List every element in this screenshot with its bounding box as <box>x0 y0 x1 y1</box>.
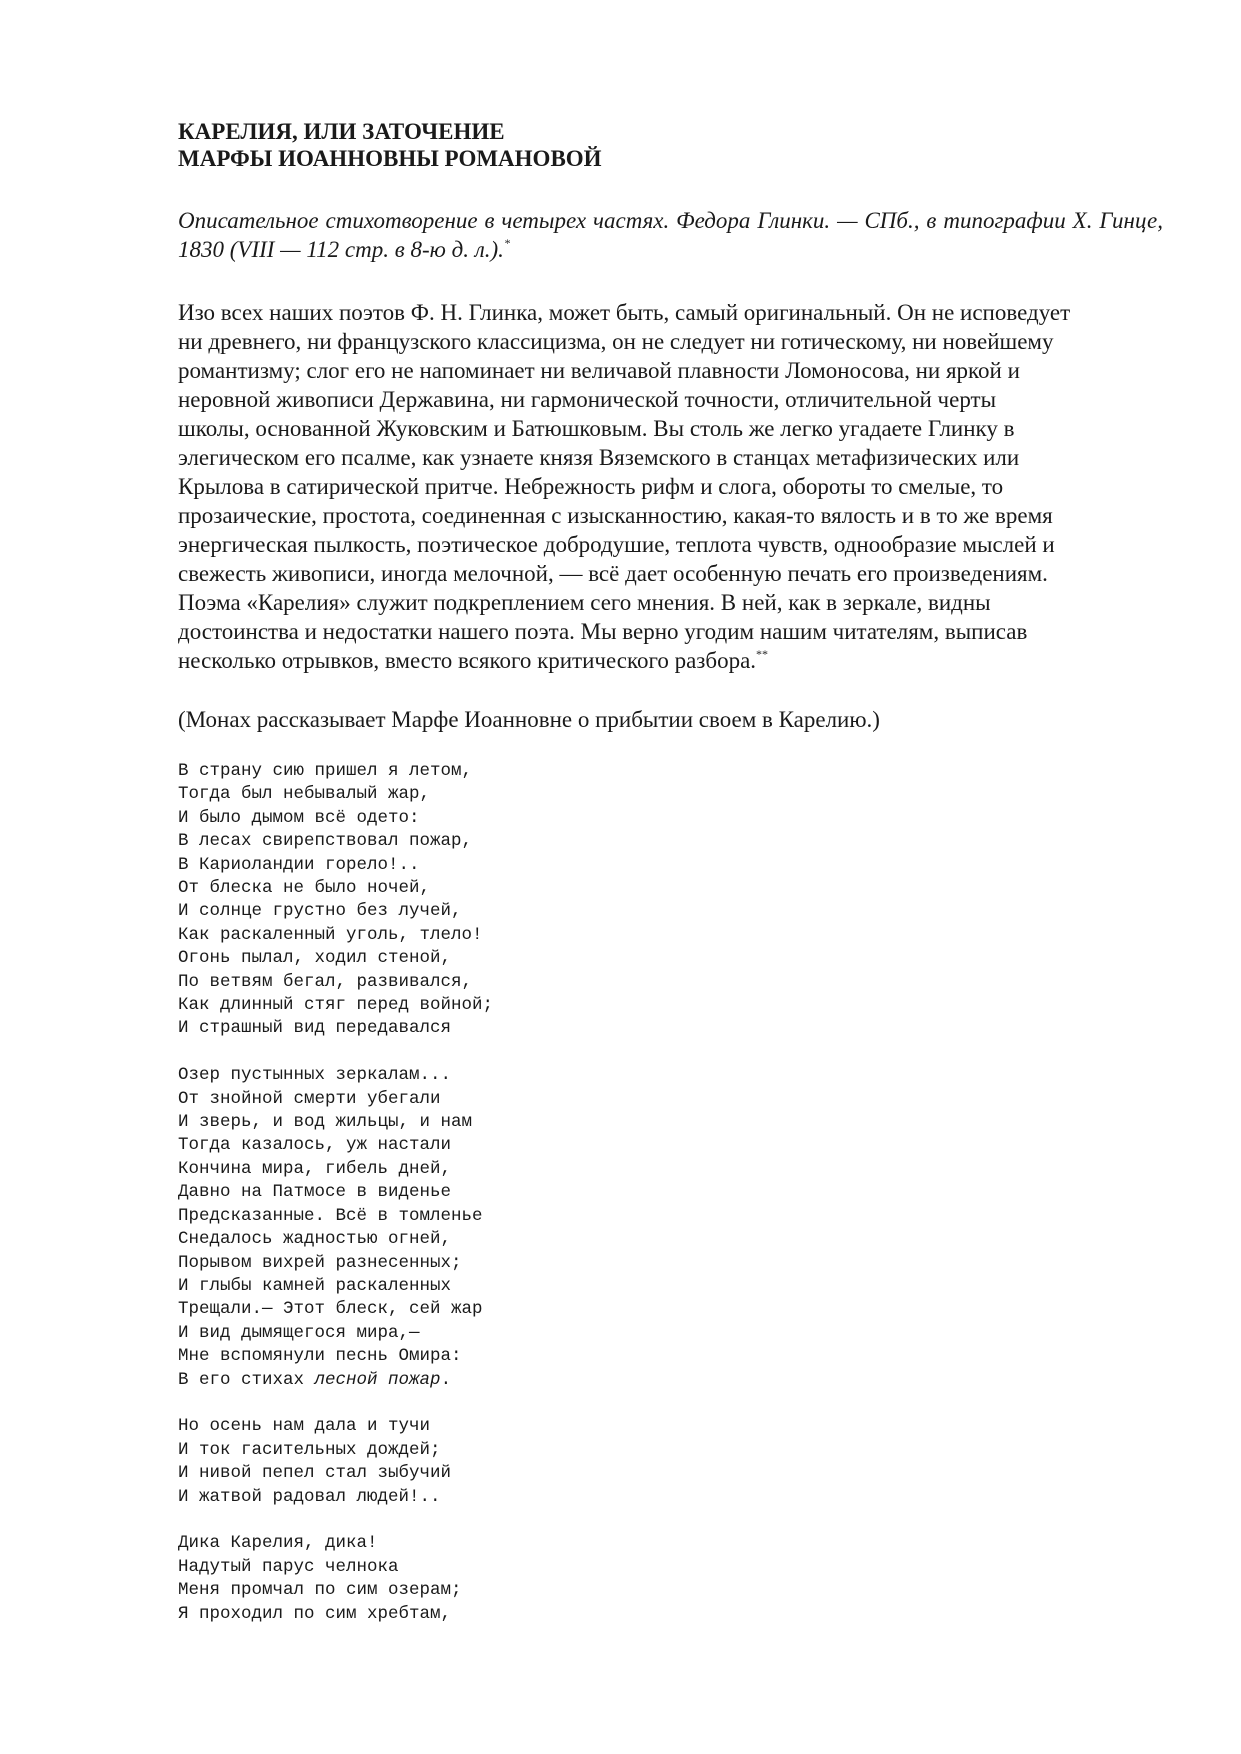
subtitle-line-2: типографии Х. Гинце, 1830 (VIII — 112 стр. в 8-ю д. л.). <box>178 208 1163 262</box>
paragraph-line: неровной живописи Державина, ни гармонической точности, отличительной черты <box>178 387 997 412</box>
bibliographic-subtitle <box>178 206 1163 264</box>
page-title <box>178 118 1163 172</box>
poem-stanza <box>178 1415 1163 1509</box>
subtitle-line-1: Описательное стихотворение в четырех частях. Федора Глинки. — СПб., в <box>178 208 937 233</box>
paragraph-line: школы, основанной Жуковским и Батюшковым. Вы столь же легко угадаете Глинку в <box>178 416 1015 441</box>
paragraph-line: свежесть живописи, иногда мелочной, — всё дает особенную печать его произведениям. <box>178 561 1048 586</box>
title-line-2: МАРФЫ ИОАННОВНЫ РОМАНОВОЙ <box>178 146 602 171</box>
paragraph-line: романтизму; слог его не напоминает ни величавой плавности Ломоносова, ни яркой и <box>178 358 1020 383</box>
paragraph-line: Крылова в сатирической притче. Небрежность рифм и слога, обороты то смелые, то <box>178 474 1004 499</box>
poem-line: Тогда был небывалый жар, <box>178 784 431 805</box>
poem-line: Дика Карелия, дика! <box>178 1533 378 1554</box>
poem-line: И ток гасительных дождей; <box>178 1439 441 1460</box>
paragraph-line: ни древнего, ни французского классицизма, он не следует ни готическому, ни новейшему <box>178 329 1054 354</box>
poem-line: Кончина мира, гибель дней, <box>178 1158 452 1179</box>
poem-line: Порывом вихрей разнесенных; <box>178 1252 462 1273</box>
poem-italic-phrase: лесной пожар <box>314 1369 441 1390</box>
poem-line: Но осень нам дала и тучи <box>178 1416 431 1437</box>
poem-stanza <box>178 1532 1163 1626</box>
poem-line: От блеска не было ночей, <box>178 878 431 899</box>
paragraph-line: элегическом его псалме, как узнаете князя Вяземского в станцах метафизических или <box>178 445 1020 470</box>
poem-line: В страну сию пришел я летом, <box>178 761 473 781</box>
poem-line: И солнце грустно без лучей, <box>178 901 462 922</box>
poem-stanza <box>178 760 1163 1041</box>
footnote-marker: ** <box>756 647 769 661</box>
poem-line-suffix: . <box>440 1369 452 1390</box>
poem-line: Огонь пылал, ходил стеной, <box>178 948 452 969</box>
poem-line: По ветвям бегал, развивался, <box>178 971 473 992</box>
poem-line: И было дымом всё одето: <box>178 807 420 828</box>
poem-line: Как раскаленный уголь, тлело! <box>178 924 483 945</box>
poem-line: В лесах свирепствовал пожар, <box>178 831 473 852</box>
poem-line: Меня промчал по сим озерам; <box>178 1580 462 1601</box>
poem-line: Снедалось жадностью огней, <box>178 1229 452 1250</box>
poem-line-prefix: В его стихах <box>178 1369 315 1390</box>
poem-line: Озер пустынных зеркалам... <box>178 1065 452 1086</box>
poem-line-with-italic <box>178 1369 1163 1392</box>
paragraph-line: Поэма «Карелия» служит подкреплением сего мнения. В ней, как в зеркале, видны <box>178 590 991 615</box>
paragraph-line: энергическая пылкость, поэтическое добродушие, теплота чувств, однообразие мыслей и <box>178 532 1055 557</box>
poem-line: Предсказанные. Всё в томленье <box>178 1205 483 1226</box>
review-paragraph <box>178 298 1163 675</box>
footnote-marker: * <box>503 236 510 250</box>
poem-line: И вид дымящегося мира,— <box>178 1322 420 1343</box>
paragraph-line: прозаические, простота, соединенная с изысканностию, какая-то вялость и в то же время <box>178 503 1053 528</box>
poem-stanza <box>178 1064 1163 1392</box>
poem-line: Тогда казалось, уж настали <box>178 1135 452 1156</box>
poem-line: И глыбы камней раскаленных <box>178 1275 452 1296</box>
title-line-1: КАРЕЛИЯ, ИЛИ ЗАТОЧЕНИЕ <box>178 119 505 144</box>
poem-line: И жатвой радовал людей!.. <box>178 1486 441 1507</box>
paragraph-line: достоинства и недостатки нашего поэта. Мы верно угодим нашим читателям, выписав <box>178 619 1028 644</box>
paragraph-line-last <box>178 646 1163 675</box>
paragraph-line: Изо всех наших поэтов Ф. Н. Глинка, может быть, самый оригинальный. Он не исповедует <box>178 300 1071 325</box>
poem-line: Давно на Патмосе в виденье <box>178 1182 452 1203</box>
poem-line: Мне вспомянули песнь Омира: <box>178 1346 462 1367</box>
poem-line: И нивой пепел стал зыбучий <box>178 1463 452 1484</box>
poem-line: Я проходил по сим хребтам, <box>178 1603 452 1624</box>
document-page <box>178 118 1163 1649</box>
poem-line: Надутый парус челнока <box>178 1556 399 1577</box>
poem-line: Как длинный стяг перед войной; <box>178 995 494 1016</box>
poem-line: И страшный вид передавался <box>178 1018 452 1039</box>
poem-line: Трещали.— Этот блеск, сей жар <box>178 1299 483 1320</box>
paragraph-line-text: несколько отрывков, вместо всякого критического разбора. <box>178 648 757 673</box>
poem-line: И зверь, и вод жильцы, и нам <box>178 1112 473 1133</box>
poem-excerpt <box>178 760 1163 1626</box>
poem-line: В Кариоландии горело!.. <box>178 854 420 875</box>
poem-line: От знойной смерти убегали <box>178 1088 441 1109</box>
context-note: (Монах рассказывает Марфе Иоанновне о прибытии своем в Карелию.) <box>178 707 880 732</box>
